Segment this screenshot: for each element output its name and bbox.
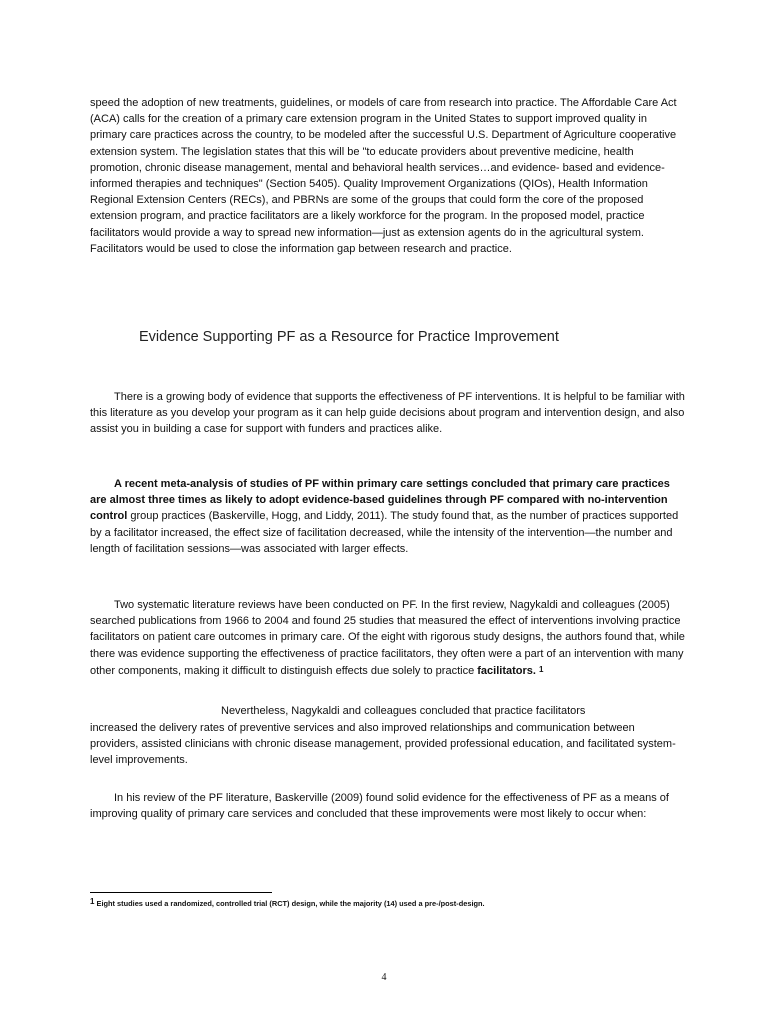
- footnote-reference: 1: [539, 664, 544, 674]
- body-paragraph-nevertheless-rest: increased the delivery rates of preventive services and also improved relationships and communication between providers, assisted clinicians with chronic disease management, provided professional education, and facilitated system-level improvements.: [90, 722, 676, 767]
- body-paragraph-evidence: There is a growing body of evidence that supports the effectiveness of PF interventions. It is helpful to be familiar with this literature as you develop your program as it can help guide decisions about program and intervention design, and also assist you in building a case for support with funders and practices alike.: [90, 391, 685, 436]
- body-paragraph-intro: speed the adoption of new treatments, guidelines, or models of care from research into practice. The Affordable Care Act (ACA) calls for the creation of a primary care extension program in the United States to support improved quality in primary care practices across the country, to be modeled after the successful U.S. Department of Agriculture cooperative extension system. The legislation states that this will be "to educate providers about preventive medicine, health promotion, chronic disease management, mental and behavioral health services…and evidence- based and evidence-informed therapies and techniques" (Section 5405). Quality Improvement Organizations (QIOs), Health Information Regional Extension Centers (RECs), and PBRNs are some of the groups that could form the core of the proposed extension program, and practice facilitators are a likely workforce for the program. In the proposed model, practice facilitators would provide a way to spread new information—just as extension agents do in the agricultural system. Facilitators would be used to close the information gap between research and practice.: [90, 97, 677, 255]
- footnote-divider: [90, 892, 272, 893]
- reviews-text: Two systematic literature reviews have been conducted on PF. In the first review, Nagykaldi and colleagues (2005) searched publications from 1966 to 2004 and found 25 studies that measured the effect of interventions involving practice facilitators on patient care outcomes in primary care. Of the eight with rigorous study designs, the authors found that, while there was evidence supporting the effectiveness of practice facilitators, they often were a part of an intervention with many other components, making it difficult to distinguish effects due solely to practice: [90, 599, 685, 677]
- meta-analysis-rest-text: group practices (Baskerville, Hogg, and Liddy, 2011). The study found that, as the number of practices supported by a facilitator increased, the effect size of facilitation decreased, while the intensity of the intervention—the number and length of facilitation sessions—was associated with larger effects.: [90, 510, 679, 555]
- body-paragraph-meta-analysis: [90, 476, 685, 557]
- body-paragraph-nevertheless-lead: Nevertheless, Nagykaldi and colleagues concluded that practice facilitators: [221, 705, 586, 717]
- meta-analysis-bold-text: A recent meta-analysis of studies of PF within primary care settings concluded that primary care practices are almost three times as likely to adopt evidence-based guidelines through PF compared with no-intervention control: [90, 478, 670, 523]
- page-number: 4: [381, 972, 387, 983]
- facilitators-bold-text: facilitators.: [477, 664, 536, 677]
- body-paragraph-baskerville: In his review of the PF literature, Baskerville (2009) found solid evidence for the effectiveness of PF as a means of improving quality of primary care services and concluded that these improvements were most likely to occur when:: [90, 792, 669, 821]
- footnote: [90, 897, 690, 909]
- section-heading: Evidence Supporting PF as a Resource for Practice Improvement: [139, 329, 559, 345]
- footnote-marker: 1: [90, 897, 95, 906]
- body-paragraph-reviews: [90, 597, 685, 679]
- footnote-text: Eight studies used a randomized, controlled trial (RCT) design, while the majority (14) used a pre-/post-design.: [96, 899, 485, 908]
